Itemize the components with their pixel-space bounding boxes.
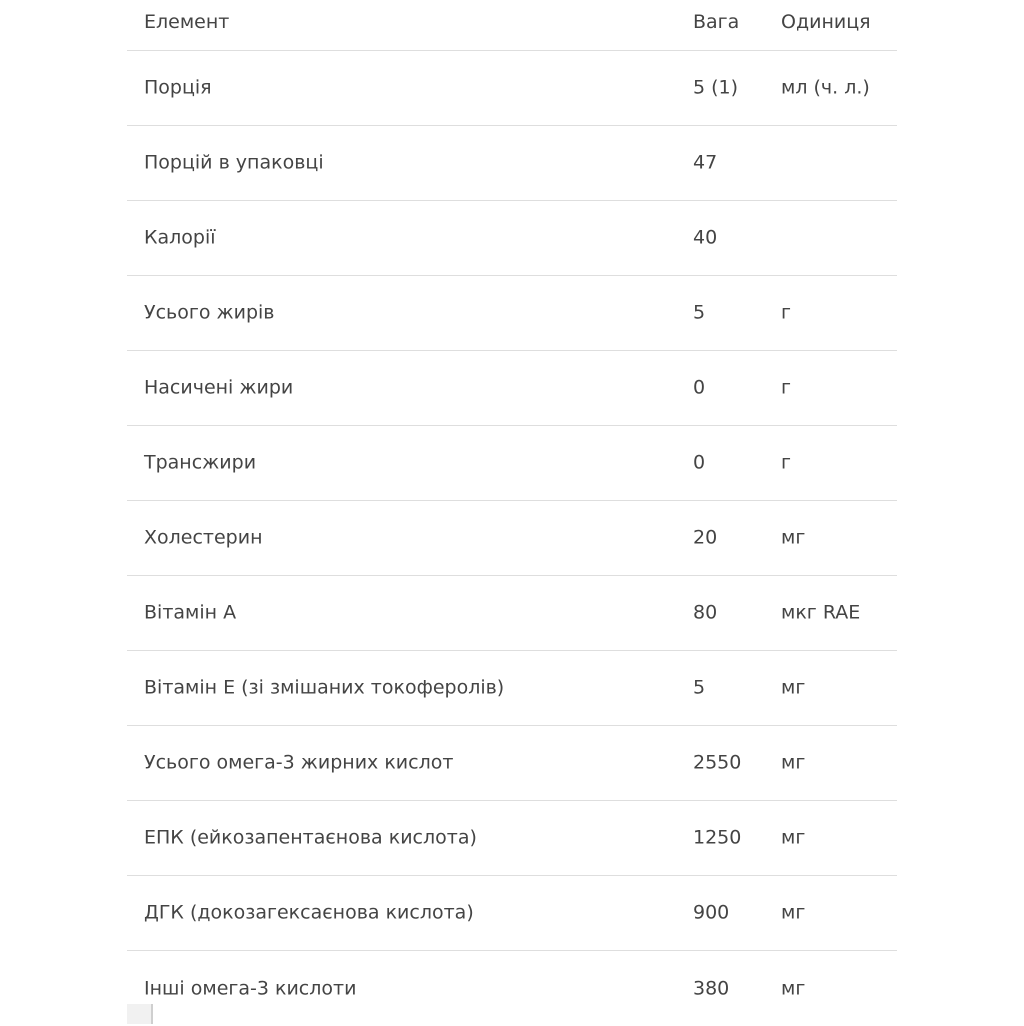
- row-weight: 0: [693, 376, 706, 399]
- row-name: Трансжири: [144, 451, 257, 474]
- row-name: Усього омега-3 жирних кислот: [144, 751, 454, 774]
- row-weight: 0: [693, 451, 706, 474]
- row-unit: мг: [781, 977, 806, 999]
- row-name: Інші омега-3 кислоти: [144, 977, 357, 999]
- row-name: Вітамін Е (зі змішаних токоферолів): [144, 676, 505, 699]
- row-name: Калорії: [144, 226, 216, 249]
- table-row: [127, 276, 897, 351]
- table-row: [127, 951, 897, 1026]
- table-row: [127, 576, 897, 651]
- row-weight: 1250: [693, 826, 742, 849]
- row-weight: 5: [693, 676, 706, 699]
- nutrition-table: [127, 0, 897, 1026]
- table-row: [127, 51, 897, 126]
- row-name: ЕПК (ейкозапентаєнова кислота): [144, 826, 477, 849]
- row-weight: 380: [693, 977, 730, 999]
- row-unit: мкг RAE: [781, 601, 861, 624]
- row-unit: мг: [781, 826, 806, 849]
- horizontal-scrollbar[interactable]: [127, 1004, 153, 1024]
- row-unit: г: [781, 301, 791, 324]
- row-name: Порцій в упаковці: [144, 151, 324, 174]
- row-unit: мг: [781, 901, 806, 924]
- row-unit: мл (ч. л.): [781, 76, 870, 99]
- row-name: Холестерин: [144, 526, 263, 549]
- table-row: [127, 426, 897, 501]
- row-unit: мг: [781, 676, 806, 699]
- column-header-weight: Вага: [693, 11, 740, 33]
- table-row: [127, 651, 897, 726]
- table-row: [127, 126, 897, 201]
- row-weight: 20: [693, 526, 718, 549]
- row-name: Вітамін А: [144, 601, 237, 624]
- table-header-row: [127, 0, 897, 51]
- row-unit: мг: [781, 526, 806, 549]
- row-name: Усього жирів: [144, 301, 275, 324]
- row-weight: 5 (1): [693, 76, 739, 99]
- table-row: [127, 501, 897, 576]
- row-unit: г: [781, 376, 791, 399]
- row-weight: 80: [693, 601, 718, 624]
- row-weight: 5: [693, 301, 706, 324]
- row-unit: г: [781, 451, 791, 474]
- table-row: [127, 201, 897, 276]
- row-name: Насичені жири: [144, 376, 294, 399]
- row-weight: 47: [693, 151, 718, 174]
- row-name: ДГК (докозагексаєнова кислота): [144, 901, 474, 924]
- row-weight: 2550: [693, 751, 742, 774]
- table-row: [127, 351, 897, 426]
- column-header-unit: Одиниця: [781, 11, 871, 33]
- row-unit: мг: [781, 751, 806, 774]
- row-name: Порція: [144, 76, 212, 99]
- table-row: [127, 726, 897, 801]
- row-weight: 900: [693, 901, 730, 924]
- table-row: [127, 876, 897, 951]
- row-weight: 40: [693, 226, 718, 249]
- column-header-element: Елемент: [144, 11, 230, 33]
- table-row: [127, 801, 897, 876]
